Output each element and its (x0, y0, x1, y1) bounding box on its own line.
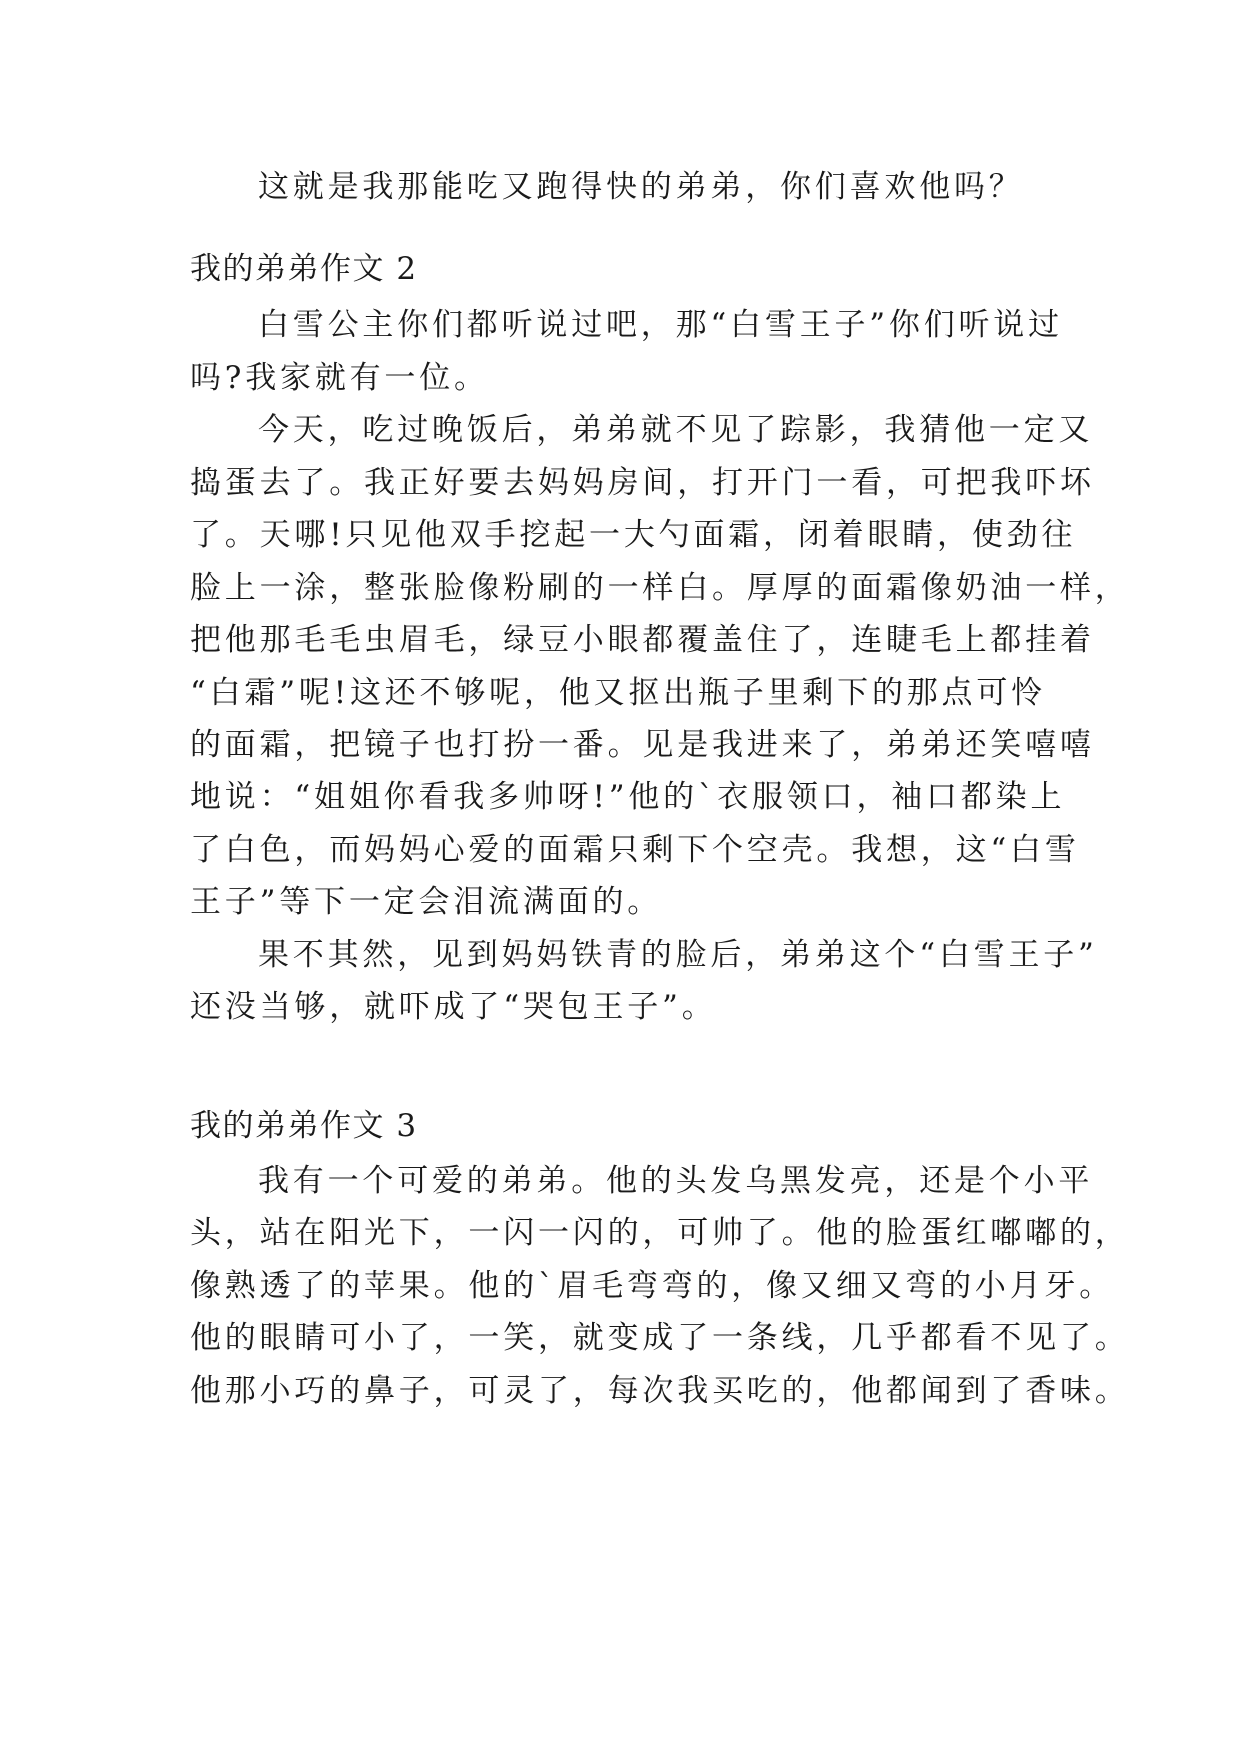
section3-heading: 我的弟弟作文 3 (190, 1108, 418, 1144)
section2-line-8: “白霜”呢!这还不够呢，他又抠出瓶子里剩下的那点可怜 (190, 675, 1046, 711)
section2-line-2: 吗?我家就有一位。 (190, 360, 489, 396)
section2-line-10: 地说：“姐姐你看我多帅呀!”他的`衣服领口，袖口都染上 (190, 779, 1066, 815)
section2-line-6: 脸上一涂，整张脸像粉刷的一样白。厚厚的面霜像奶油一样， (190, 570, 1130, 606)
section3-line-4: 他的眼睛可小了，一笑，就变成了一条线，几乎都看不见了。 (190, 1320, 1130, 1356)
section3-line-5: 他那小巧的鼻子，可灵了，每次我买吃的，他都闻到了香味。 (190, 1373, 1130, 1409)
section2-line-12: 王子”等下一定会泪流满面的。 (190, 884, 663, 920)
section2-line-1: 白雪公主你们都听说过吧，那“白雪王子”你们听说过 (258, 307, 1063, 343)
section3-line-2: 头，站在阳光下，一闪一闪的，可帅了。他的脸蛋红嘟嘟的， (190, 1215, 1130, 1251)
section2-line-5: 了。天哪!只见他双手挖起一大勺面霜，闭着眼睛，使劲往 (190, 517, 1077, 553)
section3-line-3: 像熟透了的苹果。他的`眉毛弯弯的，像又细又弯的小月牙。 (190, 1268, 1115, 1304)
section2-line-4: 捣蛋去了。我正好要去妈妈房间，打开门一看，可把我吓坏 (190, 465, 1095, 501)
intro-line: 这就是我那能吃又跑得快的弟弟，你们喜欢他吗？ (258, 169, 1024, 205)
section2-line-3: 今天，吃过晚饭后，弟弟就不见了踪影，我猜他一定又 (258, 412, 1094, 448)
section2-heading: 我的弟弟作文 2 (190, 251, 418, 287)
section2-line-13: 果不其然，见到妈妈铁青的脸后，弟弟这个“白雪王子” (258, 937, 1098, 973)
section2-line-14: 还没当够，就吓成了“哭包王子”。 (190, 989, 717, 1025)
section2-line-9: 的面霜，把镜子也打扮一番。见是我进来了，弟弟还笑嘻嘻 (190, 727, 1095, 763)
section3-line-1: 我有一个可爱的弟弟。他的头发乌黑发亮，还是个小平 (258, 1163, 1094, 1199)
section2-line-7: 把他那毛毛虫眉毛，绿豆小眼都覆盖住了，连睫毛上都挂着 (190, 622, 1095, 658)
section2-line-11: 了白色，而妈妈心爱的面霜只剩下个空壳。我想，这“白雪 (190, 832, 1080, 868)
